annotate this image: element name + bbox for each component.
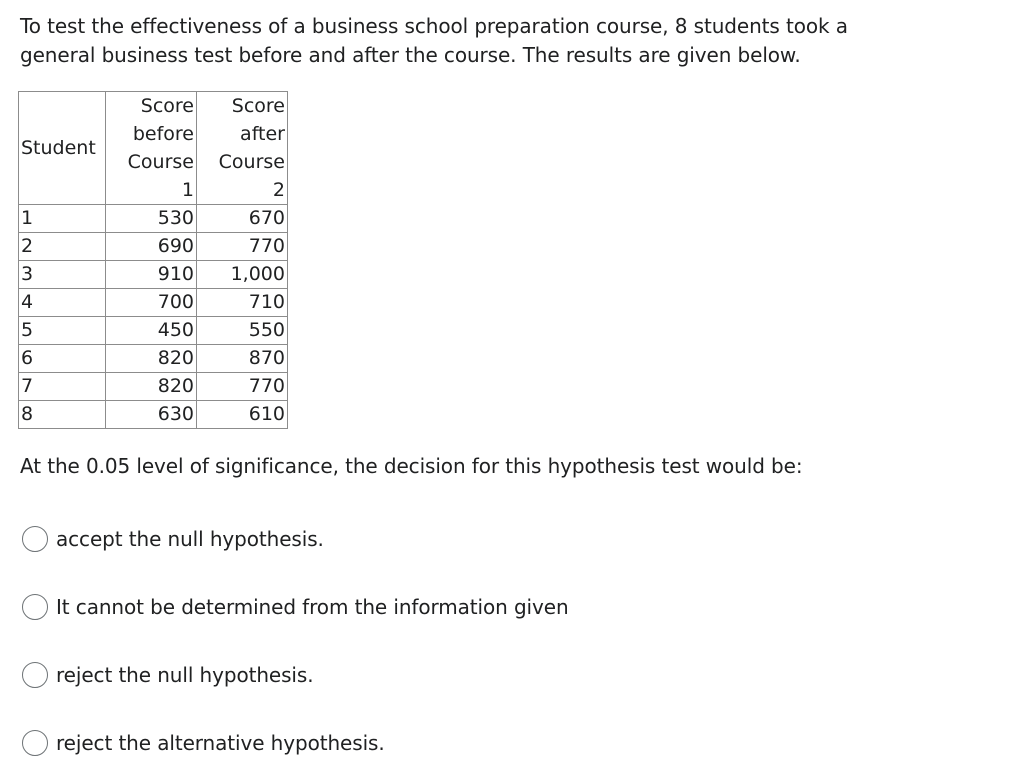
cell-score-after: 670: [197, 205, 288, 233]
table-row: [19, 373, 288, 401]
header-line: before: [132, 123, 194, 145]
cell-score-after: 870: [197, 345, 288, 373]
cell-score-after: 1,000: [197, 261, 288, 289]
cell-student: 5: [19, 317, 106, 345]
cell-score-after: 610: [197, 401, 288, 429]
cell-score-before: 820: [106, 345, 197, 373]
question-prompt: At the 0.05 level of significance, the decision for this hypothesis test would be:: [20, 454, 803, 478]
answer-option-reject-alternative[interactable]: [22, 728, 385, 758]
question-intro-line: general business test before and after the course. The results are given below.: [20, 43, 801, 67]
table-row: [19, 233, 288, 261]
cell-score-before: 700: [106, 289, 197, 317]
cell-student: 4: [19, 289, 106, 317]
header-student: Student: [19, 92, 106, 205]
cell-student: 8: [19, 401, 106, 429]
cell-student: 7: [19, 373, 106, 401]
answer-option-reject-null[interactable]: [22, 660, 313, 690]
cell-score-after: 770: [197, 233, 288, 261]
header-line: Score: [231, 95, 285, 117]
cell-score-before: 630: [106, 401, 197, 429]
answer-option-label: accept the null hypothesis.: [56, 526, 324, 551]
header-line: 2: [272, 179, 285, 201]
header-line: 1: [181, 179, 194, 201]
radio-button[interactable]: [22, 662, 48, 688]
table-row: [19, 345, 288, 373]
question-intro: [20, 12, 920, 70]
cell-score-after: 710: [197, 289, 288, 317]
header-line: Score: [140, 95, 194, 117]
answer-option-cannot-determine[interactable]: [22, 592, 569, 622]
answer-option-label: reject the null hypothesis.: [56, 662, 314, 687]
cell-score-before: 910: [106, 261, 197, 289]
table-row: [19, 261, 288, 289]
cell-score-before: 820: [106, 373, 197, 401]
cell-score-before: 530: [106, 205, 197, 233]
cell-score-after: 550: [197, 317, 288, 345]
cell-score-before: 690: [106, 233, 197, 261]
cell-student: 3: [19, 261, 106, 289]
question-intro-line: To test the effectiveness of a business school preparation course, 8 students took a: [20, 14, 848, 38]
header-line: Course: [218, 151, 285, 173]
table-row: [19, 289, 288, 317]
answer-option-label: It cannot be determined from the information given: [56, 594, 569, 619]
cell-score-before: 450: [106, 317, 197, 345]
scores-table: [18, 91, 288, 429]
cell-student: 2: [19, 233, 106, 261]
table-row: [19, 401, 288, 429]
answer-option-label: reject the alternative hypothesis.: [56, 730, 385, 755]
header-score-after: [197, 92, 288, 205]
answer-option-accept-null[interactable]: [22, 524, 324, 554]
header-score-before: [106, 92, 197, 205]
radio-button[interactable]: [22, 730, 48, 756]
header-line: Course: [127, 151, 194, 173]
table-header-row: [19, 92, 288, 205]
cell-score-after: 770: [197, 373, 288, 401]
cell-student: 6: [19, 345, 106, 373]
table-row: [19, 205, 288, 233]
radio-button[interactable]: [22, 594, 48, 620]
header-line: after: [240, 123, 285, 145]
table-row: [19, 317, 288, 345]
radio-button[interactable]: [22, 526, 48, 552]
cell-student: 1: [19, 205, 106, 233]
